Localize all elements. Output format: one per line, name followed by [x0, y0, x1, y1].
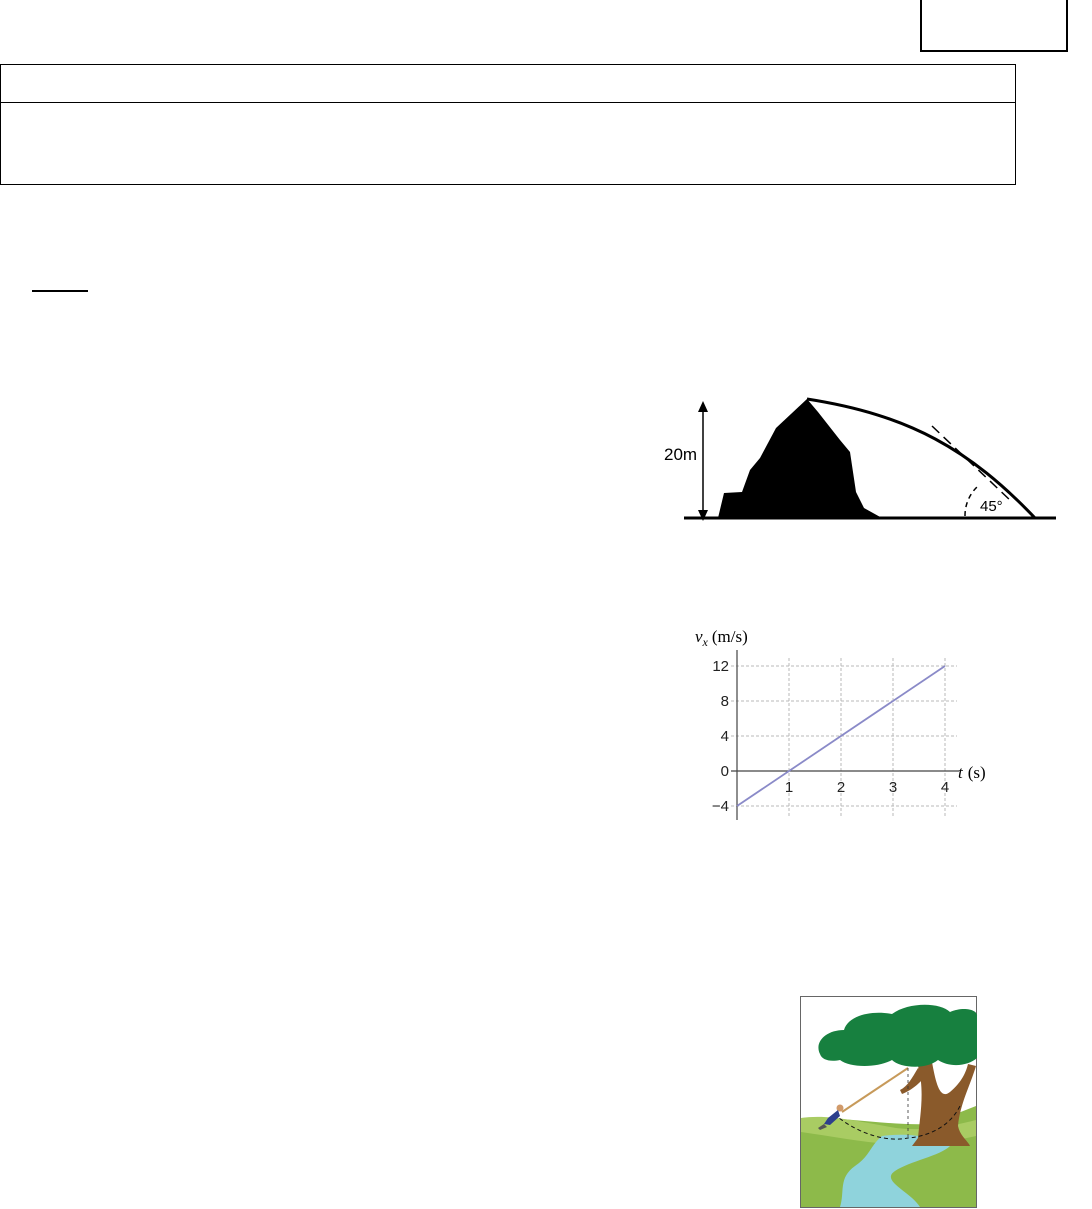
height-arrow-up-head: [698, 401, 708, 412]
y-tick-label: −4: [711, 798, 729, 815]
section-heading-underline: [32, 290, 88, 292]
x-tick-label: 3: [888, 779, 898, 796]
tangent-dashed-line: [932, 426, 1012, 502]
x-axis-var: t: [958, 763, 963, 782]
y-tick-label: 12: [712, 658, 729, 675]
y-axis-sub: x: [702, 635, 708, 649]
y-tick-label: 8: [720, 693, 729, 710]
x-tick-label: 1: [784, 779, 794, 796]
x-tick-label: 2: [836, 779, 846, 796]
angle-label: 45°: [980, 498, 1003, 515]
y-axis-label: [695, 627, 748, 649]
velocity-time-chart: [690, 620, 1020, 830]
cliff-shape: [718, 399, 882, 518]
x-tick-label: 4: [940, 779, 950, 796]
x-axis-unit: (s): [967, 763, 986, 782]
x-axis-label: [958, 763, 986, 782]
cliff-projectile-figure: [660, 390, 1070, 525]
header-divider: [1, 102, 1015, 103]
y-tick-label: 4: [720, 728, 729, 745]
header-box: [0, 64, 1016, 185]
y-axis-unit: (m/s): [711, 627, 748, 646]
y-axis-var: v: [695, 627, 703, 646]
score-box: [920, 0, 1068, 52]
angle-arc: [965, 486, 978, 516]
y-tick-label: 0: [720, 763, 729, 780]
rope-swing-figure: [800, 996, 978, 1209]
height-label: 20m: [664, 445, 698, 464]
